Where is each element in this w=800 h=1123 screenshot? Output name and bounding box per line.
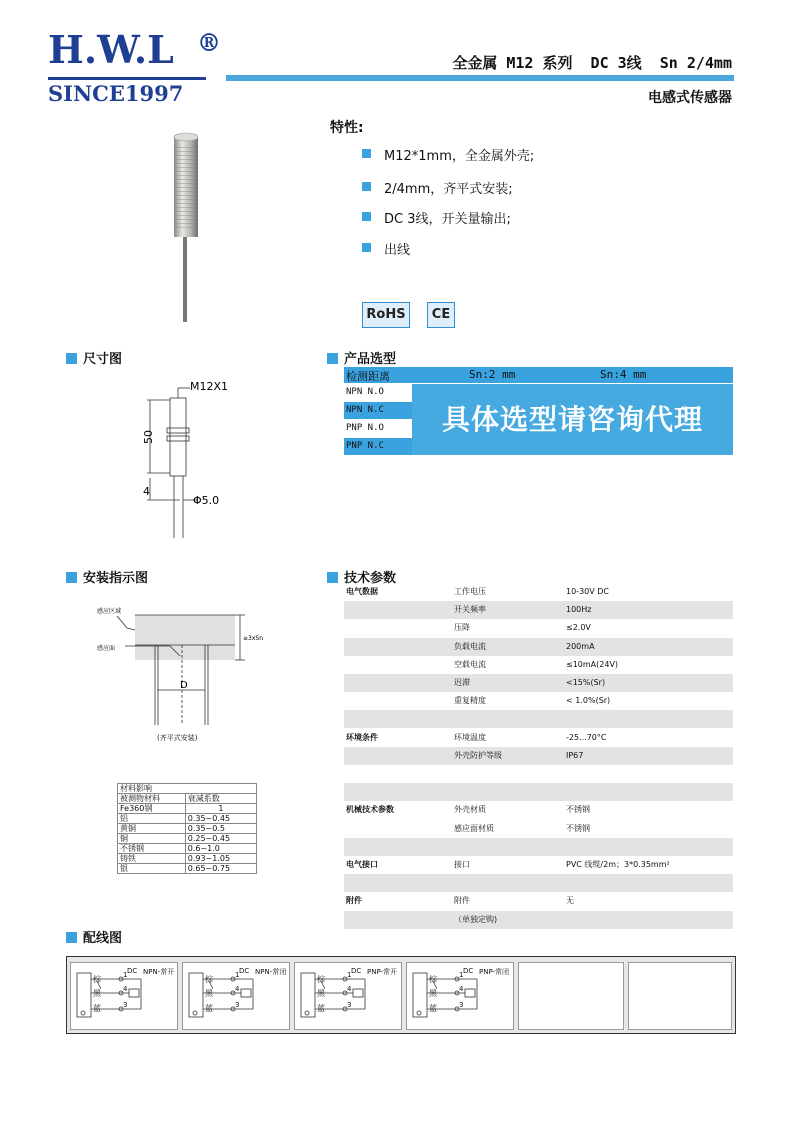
- tech-name: 感应面材质: [454, 823, 494, 833]
- tech-row: [344, 801, 733, 819]
- tech-name: （单独定购): [454, 914, 498, 924]
- tech-name: 压降: [454, 623, 470, 633]
- feature-item: 2/4mm，齐平式安装;: [362, 178, 513, 197]
- logo-underline: [48, 77, 206, 80]
- dim-gap: 4: [143, 485, 150, 498]
- tech-value: -25...70°C: [566, 732, 607, 742]
- install-label-area: 感应区域: [97, 608, 122, 615]
- tech-group: 机械技术参数: [346, 805, 394, 815]
- tech-value: ≤10mA(24V): [566, 659, 619, 669]
- selection-row: PNP N.O: [344, 420, 412, 437]
- selection-header: 检测距离 Sn:2 mm Sn:4 mm: [344, 367, 733, 383]
- tech-row: [344, 783, 733, 801]
- tech-row: [344, 601, 733, 619]
- dimension-drawing: [140, 378, 250, 548]
- dim-thread: M12X1: [190, 380, 229, 393]
- tech-row: [344, 892, 733, 910]
- tech-row: [344, 911, 733, 929]
- selection-notice: 具体选型请咨询代理: [412, 384, 733, 455]
- tech-value: ≤2.0V: [566, 623, 591, 633]
- install-dim: ≥3xSn: [243, 635, 264, 642]
- tech-name: 附件: [454, 896, 470, 906]
- tech-name: 外壳防护等级: [454, 750, 502, 760]
- tech-group: 电气数据: [346, 587, 378, 596]
- tech-name: 工作电压: [454, 587, 486, 596]
- tech-value: 无: [566, 896, 574, 906]
- tech-row: [344, 674, 733, 692]
- ce-badge: CE: [427, 302, 455, 328]
- selection-row: NPN N.O: [344, 384, 412, 401]
- materials-title: 材料影响: [118, 784, 257, 794]
- tech-name: 开关频率: [454, 605, 486, 615]
- tech-row: [344, 874, 733, 892]
- wiring-diagram: DC NPN-常开 棕 黑 蓝 1 4 3: [70, 962, 178, 1030]
- section-install: 安装指示图: [66, 567, 148, 586]
- install-label-face: 感应面: [97, 645, 116, 652]
- tech-value: < 1.0%(Sr): [566, 696, 611, 706]
- section-selection: 产品选型: [327, 348, 396, 367]
- dim-length: 50: [142, 430, 155, 444]
- tech-row: [344, 820, 733, 838]
- tech-value: 10-30V DC: [566, 587, 610, 596]
- tech-value: IP67: [566, 750, 584, 760]
- page-title: 全金属 M12 系列 DC 3线 Sn 2/4mm: [452, 54, 732, 72]
- tech-value: 不锈钢: [566, 823, 590, 833]
- tech-name: 环境温度: [454, 732, 486, 742]
- tech-name: 接口: [454, 860, 470, 869]
- registered-mark: ®: [197, 28, 221, 57]
- tech-row: [344, 765, 733, 783]
- tech-name: 迟滞: [454, 678, 470, 687]
- wiring-diagram: DC NPN-常闭 棕 黑 蓝 1 4 3: [182, 962, 290, 1030]
- section-wiring: 配线图: [66, 927, 122, 946]
- wiring-diagram: DC PNP-常开 棕 黑 蓝 1 4 3: [294, 962, 402, 1030]
- materials-table: 材料影响 被测物材料 衰减系数 Fe360钢 1 铝 0.35~0.45 黄铜 0.35~0.5 铜 0.25~0.45 不锈钢 0.6~1.0 铸铁 0.93~1.05 银 0.65~0.75: [117, 783, 257, 874]
- wiring-diagram: DC PNP-常闭 棕 黑 蓝 1 4 3: [406, 962, 514, 1030]
- selection-row: NPN N.C: [344, 402, 412, 419]
- tech-value: 不锈钢: [566, 805, 590, 815]
- tech-row: [344, 747, 733, 765]
- tech-value: PVC 线缆/2m；3*0.35mm²: [566, 860, 670, 869]
- selection-row: PNP N.C: [344, 438, 412, 455]
- feature-item: M12*1mm，全金属外壳;: [362, 145, 534, 164]
- install-caption: (齐平式安装): [157, 734, 198, 742]
- tech-value: <15%(Sr): [566, 678, 606, 687]
- tech-row: [344, 729, 733, 747]
- wiring-empty-box: [628, 962, 732, 1030]
- tech-name: 重复精度: [454, 696, 486, 706]
- tech-value: 200mA: [566, 641, 595, 651]
- tech-group: 电气接口: [346, 860, 378, 869]
- tech-group: 附件: [346, 896, 362, 906]
- logo-text: H.W.L: [48, 27, 174, 72]
- tech-row: [344, 856, 733, 874]
- tech-group: 环境条件: [346, 732, 378, 742]
- install-diagram: [95, 600, 275, 750]
- section-tech: 技术参数: [327, 567, 396, 586]
- logo-since: SINCE1997: [48, 81, 184, 106]
- tech-row: [344, 656, 733, 674]
- tech-name: 外壳材质: [454, 805, 486, 815]
- tech-row: [344, 692, 733, 710]
- page-subtitle: 电感式传感器: [648, 90, 732, 106]
- feature-item: DC 3线，开关量输出;: [362, 208, 511, 227]
- tech-value: 100Hz: [566, 605, 592, 615]
- dim-cable: Φ5.0: [193, 494, 220, 507]
- feature-item: 出线: [362, 239, 410, 258]
- header-bar: [226, 75, 734, 81]
- rohs-badge: RoHS: [362, 302, 410, 328]
- tech-name: 空载电流: [454, 659, 486, 669]
- tech-row: [344, 710, 733, 728]
- sensor-photo: [150, 125, 230, 325]
- tech-row: [344, 838, 733, 856]
- section-dimension: 尺寸图: [66, 348, 122, 367]
- wiring-empty-box: [518, 962, 624, 1030]
- tech-row: [344, 583, 733, 601]
- tech-row: [344, 619, 733, 637]
- features-title: 特性:: [330, 120, 364, 136]
- install-d: D: [180, 680, 188, 691]
- tech-name: 负载电流: [454, 641, 486, 651]
- tech-row: [344, 638, 733, 656]
